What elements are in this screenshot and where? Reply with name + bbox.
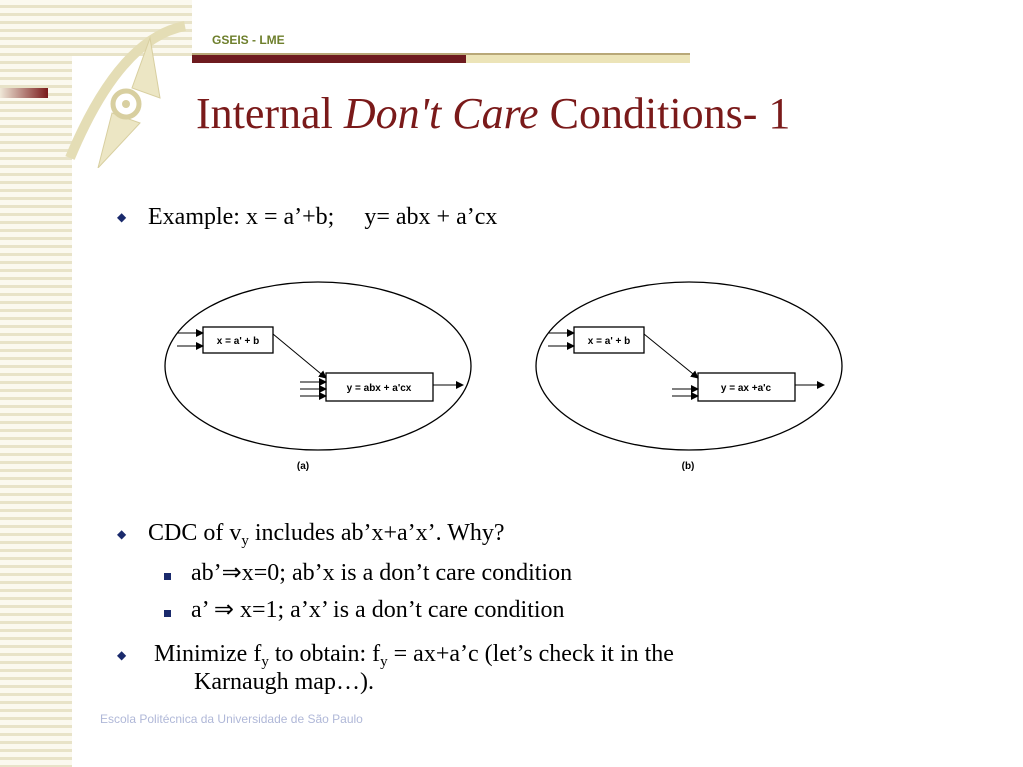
- diagram-a-caption: (a): [296, 461, 310, 472]
- compass-logo-icon: [60, 18, 190, 168]
- example-text: Example: x = a’+b; y= abx + a’cx: [148, 204, 498, 230]
- sub-bullet-2: a’ ⇒ x=1; a’x’ is a don’t care condition: [191, 597, 565, 623]
- logic-diagram: [150, 272, 870, 482]
- cdc-text: CDC of $v_y$ includes ab’x+a’x’. Why?: [148, 520, 505, 549]
- left-accent-bar: [0, 88, 48, 98]
- minimize-text-line2: Karnaugh map…).: [194, 669, 374, 695]
- minimize-text: Minimize $f_y$ to obtain: $f_y$ = ax+a’c (let’s check it in the: [148, 641, 674, 670]
- diagram-b-box2: y = ax +a'c: [720, 383, 772, 394]
- square-bullet-icon: [164, 610, 171, 617]
- diamond-bullet-icon: ◆: [117, 648, 127, 662]
- diamond-bullet-icon: ◆: [117, 210, 127, 224]
- diagram-a: [165, 282, 471, 472]
- header-rule: [192, 55, 690, 63]
- square-bullet-icon: [164, 573, 171, 580]
- header-tag: GSEIS - LME: [212, 33, 285, 47]
- diagram-a-box1: x = a' + b: [216, 336, 260, 347]
- diagram-b-box1: x = a' + b: [587, 336, 631, 347]
- diamond-bullet-icon: ◆: [117, 527, 127, 541]
- sub-bullet-1: ab’⇒x=0; ab’x is a don’t care condition: [191, 560, 573, 586]
- footer-text: Escola Politécnica da Universidade de São Paulo: [100, 712, 363, 726]
- diagram-b: [536, 282, 842, 472]
- slide-title: Internal Don't Care Conditions- 1: [196, 89, 791, 138]
- diagram-a-box2: y = abx + a'cx: [346, 383, 412, 394]
- diagram-b-caption: (b): [681, 461, 695, 472]
